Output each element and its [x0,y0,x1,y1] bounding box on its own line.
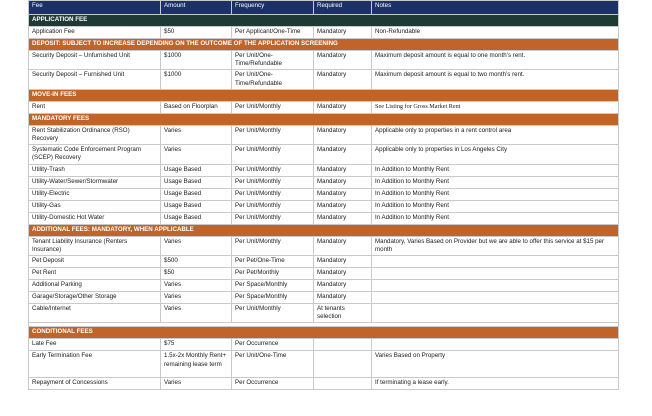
table-row [29,145,619,164]
required-cell: Mandatory [314,200,372,212]
fee-cell: Cable/Internet [29,304,161,323]
amount-cell: $500 [161,256,232,268]
section-deposit [29,39,619,51]
fee-cell: Systematic Code Enforcement Program (SCEP) Recovery [29,145,161,164]
frequency-cell: Per Occurrence [232,339,314,351]
notes-cell: In Addition to Monthly Rent [372,200,619,212]
frequency-cell: Per Unit/Monthly [232,304,314,323]
section-title: ADDITIONAL FEES: MANDATORY, WHEN APPLICABLE [29,224,619,236]
fee-cell: Application Fee [29,27,161,39]
frequency-cell: Per Unit/Monthly [232,101,314,113]
section-conditional-fees [29,327,619,339]
notes-cell: In Addition to Monthly Rent [372,164,619,176]
notes-cell: In Addition to Monthly Rent [372,176,619,188]
fee-cell: Security Deposit – Unfurnished Unit [29,51,161,70]
fee-cell: Security Deposit – Furnished Unit [29,70,161,89]
fee-cell: Garage/Storage/Other Storage [29,292,161,304]
required-cell: Mandatory [314,125,372,144]
frequency-cell: Per Unit/Monthly [232,176,314,188]
frequency-cell: Per Unit/Monthly [232,200,314,212]
table-row [29,339,619,351]
fee-cell: Utility-Gas [29,200,161,212]
required-cell: Mandatory [314,70,372,89]
frequency-cell: Per Space/Monthly [232,280,314,292]
amount-cell: Varies [161,378,232,390]
amount-cell: Varies [161,236,232,255]
required-cell: Mandatory [314,292,372,304]
fee-cell: Pet Rent [29,268,161,280]
notes-cell: If terminating a lease early. [372,378,619,390]
table-row [29,256,619,268]
notes-cell: Maximum deposit amount is equal to two month’s rent. [372,70,619,89]
frequency-cell: Per Unit/Monthly [232,212,314,224]
amount-cell: Varies [161,304,232,323]
table-row [29,351,619,378]
table-row [29,51,619,70]
amount-cell: Usage Based [161,200,232,212]
notes-cell: In Addition to Monthly Rent [372,212,619,224]
header-required: Required [314,1,372,15]
notes-cell [372,280,619,292]
fee-cell: Rent Stabilization Ordinance (RSO) Recovery [29,125,161,144]
frequency-cell: Per Unit/One-Time [232,351,314,378]
header-notes: Notes [372,1,619,15]
amount-cell: Usage Based [161,176,232,188]
table-row [29,188,619,200]
amount-cell: $50 [161,27,232,39]
table-row [29,125,619,144]
required-cell: Mandatory [314,236,372,255]
frequency-cell: Per Unit/Monthly [232,145,314,164]
table-row [29,304,619,323]
notes-cell [372,292,619,304]
table-row [29,27,619,39]
required-cell: Mandatory [314,101,372,113]
fee-cell: Utility-Electric [29,188,161,200]
frequency-cell: Per Pet/One-Time [232,256,314,268]
frequency-cell: Per Unit/Monthly [232,125,314,144]
amount-cell: Varies [161,125,232,144]
notes-cell [372,268,619,280]
required-cell: Mandatory [314,145,372,164]
required-cell: Mandatory [314,51,372,70]
notes-cell [372,304,619,323]
section-title: MANDATORY FEES [29,113,619,125]
notes-cell: Applicable only to properties in a rent control area [372,125,619,144]
amount-cell: $1000 [161,51,232,70]
table-row [29,164,619,176]
amount-cell: Varies [161,292,232,304]
frequency-cell: Per Unit/One-Time/Refundable [232,51,314,70]
table-row [29,176,619,188]
header-frequency: Frequency [232,1,314,15]
fee-schedule-table [28,0,619,390]
frequency-cell: Per Unit/One-Time/Refundable [232,70,314,89]
amount-cell: $1000 [161,70,232,89]
frequency-cell: Per Unit/Monthly [232,164,314,176]
header-fee: Fee [29,1,161,15]
table-row [29,70,619,89]
notes-cell: Non-Refundable [372,27,619,39]
table-row [29,212,619,224]
required-cell: Mandatory [314,176,372,188]
notes-cell: Maximum deposit amount is equal to one month’s rent. [372,51,619,70]
notes-cell: Applicable only to properties in Los Angeles City [372,145,619,164]
required-cell: Mandatory [314,256,372,268]
fee-cell: Utility-Domestic Hot Water [29,212,161,224]
section-move-in-fees [29,89,619,101]
table-row [29,200,619,212]
frequency-cell: Per Pet/Monthly [232,268,314,280]
required-cell: Mandatory [314,268,372,280]
frequency-cell: Per Occurrence [232,378,314,390]
table-row [29,292,619,304]
amount-cell: Usage Based [161,188,232,200]
fee-cell: Additional Parking [29,280,161,292]
amount-cell: Usage Based [161,164,232,176]
amount-cell: $50 [161,268,232,280]
notes-cell: Mandatory, Varies Based on Provider but we are able to offer this service at $15 per month [372,236,619,255]
required-cell: Mandatory [314,280,372,292]
fee-cell: Late Fee [29,339,161,351]
section-additional-fees [29,224,619,236]
table-row [29,280,619,292]
required-cell [314,339,372,351]
section-title: APPLICATION FEE [29,15,619,27]
section-title: MOVE-IN FEES [29,89,619,101]
required-cell: Mandatory [314,188,372,200]
required-cell: Mandatory [314,164,372,176]
amount-cell: 1.5x-2x Monthly Rent+ remaining lease term [161,351,232,378]
amount-cell: Varies [161,145,232,164]
fee-cell: Utility-Trash [29,164,161,176]
fee-cell: Repayment of Concessions [29,378,161,390]
header-row [29,1,619,15]
frequency-cell: Per Space/Monthly [232,292,314,304]
required-cell: Mandatory [314,212,372,224]
frequency-cell: Per Unit/Monthly [232,188,314,200]
section-title: DEPOSIT: SUBJECT TO INCREASE DEPENDING ON THE OUTCOME OF THE APPLICATION SCREENING [29,39,619,51]
amount-cell: $75 [161,339,232,351]
header-amount: Amount [161,1,232,15]
table-row [29,236,619,255]
fee-cell: Pet Deposit [29,256,161,268]
table-row [29,268,619,280]
frequency-cell: Per Unit/Monthly [232,236,314,255]
fee-cell: Tenant Liability Insurance (Renters Insurance) [29,236,161,255]
frequency-cell: Per Applicant/One-Time [232,27,314,39]
table-row [29,378,619,390]
amount-cell: Varies [161,280,232,292]
table-row [29,101,619,113]
notes-cell [372,256,619,268]
notes-cell [372,339,619,351]
fee-cell: Early Termination Fee [29,351,161,378]
notes-cell: See Listing for Gross Market Rent [372,101,619,113]
fee-cell: Utility-Water/Sewer/Stormwater [29,176,161,188]
notes-cell: In Addition to Monthly Rent [372,188,619,200]
required-cell [314,378,372,390]
amount-cell: Usage Based [161,212,232,224]
fee-cell: Rent [29,101,161,113]
section-title: CONDITIONAL FEES [29,327,619,339]
section-application-fee [29,15,619,27]
section-mandatory-fees [29,113,619,125]
amount-cell: Based on Floorplan [161,101,232,113]
required-cell: At tenants selection [314,304,372,323]
required-cell [314,351,372,378]
required-cell: Mandatory [314,27,372,39]
notes-cell: Varies Based on Property [372,351,619,378]
